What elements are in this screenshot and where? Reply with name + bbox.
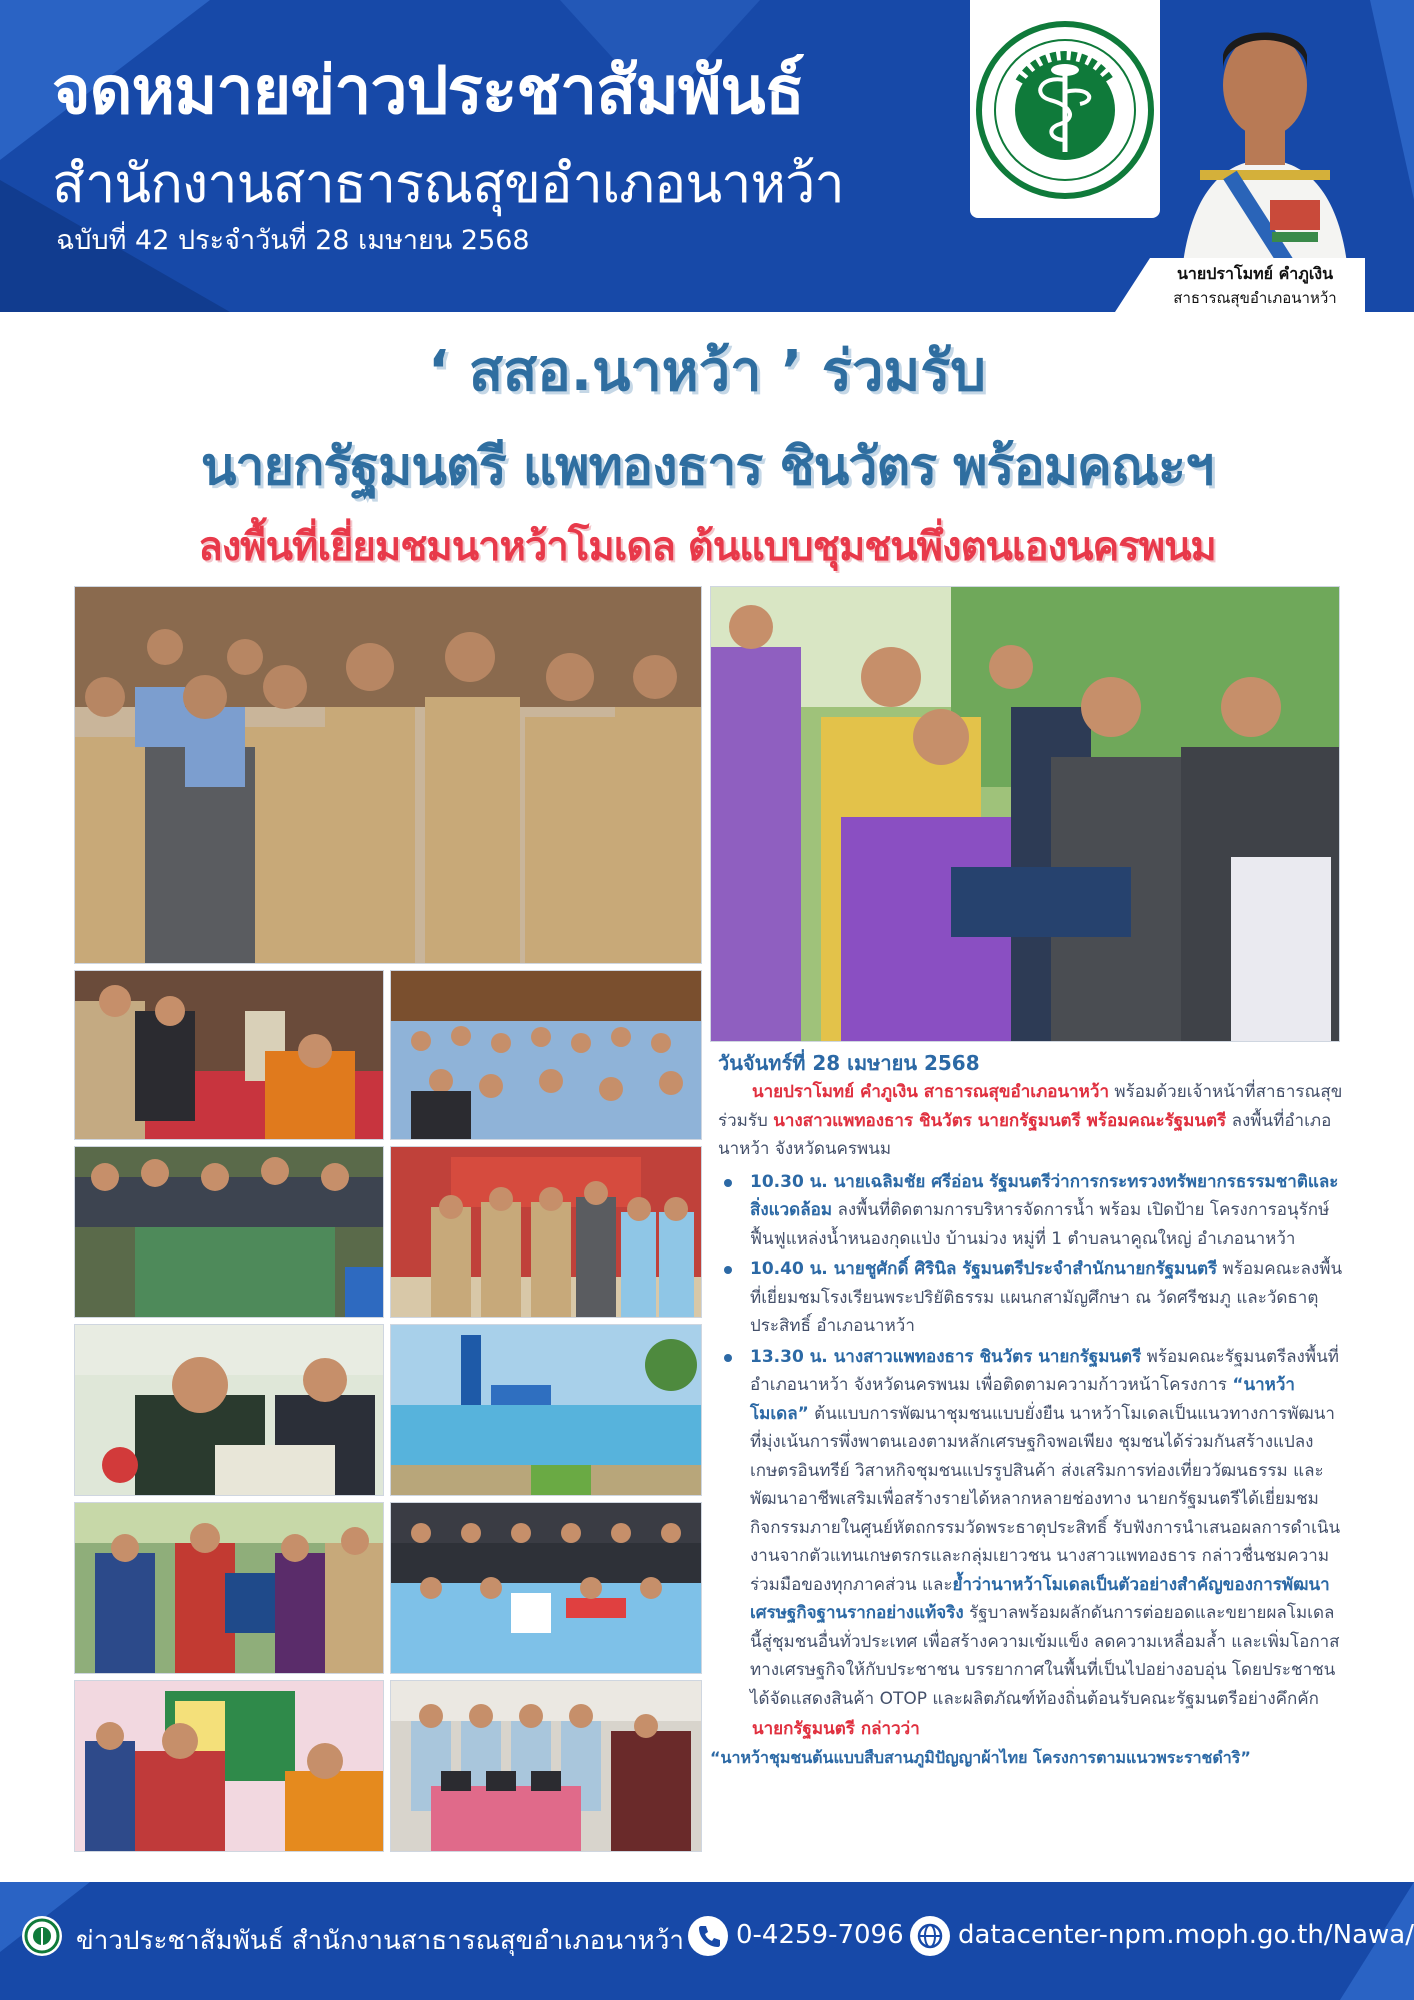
model-name: “นาหว้าโมเดล” [750, 1375, 1295, 1424]
photo-product-table [390, 1680, 702, 1852]
quote-label: นายกรัฐมนตรี กล่าวว่า [752, 1719, 920, 1739]
office-name: สำนักงานสาธารณสุขอำเภอนาหว้า [52, 152, 844, 215]
schedule-item-emphasis: ย้ำว่านาหว้าโมเดลเป็นตัวอย่างสำคัญของการพัฒนาเศรษฐกิจฐานรากอย่างแท้จริง [750, 1574, 1330, 1623]
ministry-seal-icon [970, 0, 1160, 218]
photo-monk-visit [74, 1680, 384, 1852]
footer-pr-text: ข่าวประชาสัมพันธ์ สำนักงานสาธารณสุขอำเภอนาหว้า [76, 1926, 684, 1956]
schedule-item-lead: 13.30 น. นางสาวแพทองธาร ชินวัตร นายกรัฐมนตรี [750, 1346, 1142, 1367]
schedule-item-lead: 10.30 น. นายเฉลิมชัย ศรีอ่อน รัฐมนตรีว่าการกระทรวงทรัพยากรธรรมชาติและสิ่งแวดล้อม [750, 1171, 1339, 1220]
article-intro [718, 1078, 1343, 1164]
photo-crowd-hall [390, 970, 702, 1140]
headline-line-2: นายกรัฐมนตรี แพทองธาร ชินวัตร พร้อมคณะฯ [200, 437, 1214, 497]
director-name: นายปราโมทย์ คำภูเงิน [1176, 264, 1334, 283]
article-date: วันจันทร์ที่ 28 เมษายน 2568 [718, 1051, 980, 1075]
schedule-item [750, 1255, 1343, 1341]
photo-speaker-microphone [74, 1324, 384, 1496]
headline-line-1: ‘ สสอ.นาหว้า ’ ร่วมรับ [428, 339, 986, 404]
issue-info: ฉบับที่ 42 ประจำวันที่ 28 เมษายน 2568 [56, 225, 530, 256]
schedule-item-text: พร้อมคณะรัฐมนตรีลงพื้นที่อำเภอนาหว้า จังหวัดนครพนม เพื่อติดตามความก้าวหน้าโครงการ [750, 1346, 1339, 1395]
schedule-item-text: ลงพื้นที่ติดตามการบริหารจัดการน้ำ พร้อม เปิดป้าย โครงการอนุรักษ์ฟื้นฟูแหล่งน้ำหนองกุดแป่ง บ้านม่วง หมู่ที่ 1 ตำบลนาคูณใหญ่ อำเภอนาหว้า [750, 1200, 1330, 1249]
pm-quote: “นาหว้าชุมชนต้นแบบสืบสานภูมิปัญญาผ้าไทย โครงการตามแนวพระราชดำริ” [710, 1747, 1251, 1767]
schedule-item-text: พร้อมคณะลงพื้นที่เยี่ยมชมโรงเรียนพระปริยัติธรรม แผนกสามัญศึกษา ณ วัดศรีชมภู และวัดธาตุประสิทธิ์ อำเภอนาหว้า [750, 1259, 1343, 1336]
photo-award-group [390, 1502, 702, 1674]
photo-fabric-display [74, 1146, 384, 1318]
globe-icon [910, 1916, 950, 1956]
photo-pm-receiving-cloth [710, 586, 1340, 1042]
newsletter-title: จดหมายข่าวประชาสัมพันธ์ [52, 52, 804, 129]
headline-line-3: ลงพื้นที่เยี่ยมชมนาหว้าโมเดล ต้นแบบชุมชนพึ่งตนเองนครพนม [198, 524, 1216, 570]
ministry-logo [970, 0, 1160, 218]
ministry-seal-icon [22, 1916, 62, 1956]
intro-director: นายปราโมทย์ คำภูเงิน สาธารณสุขอำเภอนาหว้า [752, 1082, 1109, 1102]
photo-cloth-presentation [74, 1502, 384, 1674]
footer-website-link[interactable]: datacenter-npm.moph.go.th/Nawa/ [958, 1920, 1414, 1950]
schedule-item-text: ต้นแบบการพัฒนาชุมชนแบบยั่งยืน นาหว้าโมเดลเป็นแนวทางการพัฒนาที่มุ่งเน้นการพึ่งพาตนเองตามหลักเศรษฐกิจพอเพียง ชุมชนได้ร่วมกันสร้างแปลงเกษตรอินทรีย์ วิสาหกิจชุมชนแปรรูปสินค้า ส่งเสริมการท่องเที่ยววัฒนธรรม และพัฒนาอาชีพเสริมเพื่อสร้างรายได้หลากหลายช่องทาง นายกรัฐมนตรีได้เยี่ยมชมกิจกรรมภายในศูนย์หัตถกรรมวัดพระธาตุประสิทธิ์ รับฟังการนำเสนอผลการดำเนินงานจากตัวแทนเกษตรกรและกลุ่มเยาวชน นางสาวแพทองธาร กล่าวชื่นชมความร่วมมือของทุกภาคส่วน และ [750, 1403, 1341, 1595]
footer-phone[interactable]: 0-4259-7096 [736, 1920, 904, 1950]
photo-group-banner [390, 1146, 702, 1318]
intro-pm: นางสาวแพทองธาร ชินวัตร นายกรัฐมนตรี พร้อมคณะรัฐมนตรี [773, 1110, 1227, 1131]
phone-icon [688, 1916, 728, 1956]
photo-monk-offering [74, 970, 384, 1140]
photo-officials-greeting [74, 586, 702, 964]
schedule-list [718, 1168, 1343, 1714]
intro-text: พร้อมด้วยเจ้าหน้าที่สาธารณสุข ร่วมรับ [718, 1082, 1343, 1131]
schedule-item-text: รัฐบาลพร้อมผลักดันการต่อยอดและขยายผลโมเดลนี้สู่ชุมชนอื่นทั่วประเทศ เพื่อสร้างความเข้มแข็ง ลดความเหลื่อมล้ำ และเพิ่มโอกาสทางเศรษฐกิจให้กับประชาชน บรรยากาศในพื้นที่เป็นไปอย่างอบอุ่น โดยประชาชนได้จัดแสดงสินค้า OTOP และผลิตภัณฑ์ท้องถิ่นต้อนรับคณะรัฐมนตรีอย่างคึกคัก [750, 1603, 1340, 1709]
intro-location: ลงพื้นที่อำเภอนาหว้า จังหวัดนครพนม [718, 1110, 1332, 1159]
photo-outdoor-group [390, 1324, 702, 1496]
schedule-item-lead: 10.40 น. นายชูศักดิ์ ศิรินิล รัฐมนตรีประจำสำนักนายกรัฐมนตรี [750, 1259, 1218, 1279]
director-title: สาธารณสุขอำเภอนาหว้า [1173, 289, 1337, 307]
schedule-item [750, 1343, 1343, 1714]
article-body [710, 1048, 1343, 1772]
schedule-item [750, 1168, 1343, 1254]
